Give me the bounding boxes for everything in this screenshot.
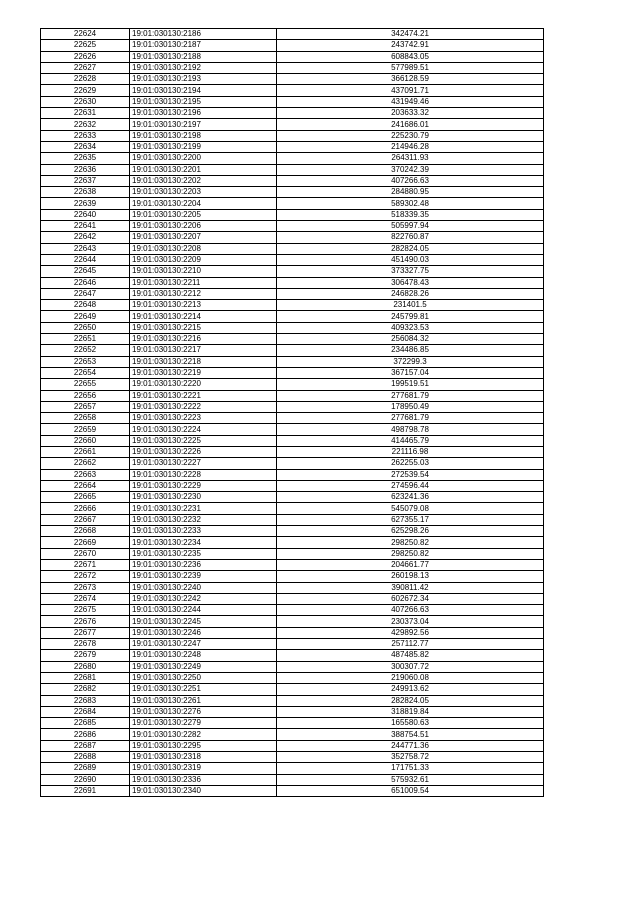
cadastral-number-cell: 19:01:030130:2206 [130,221,277,232]
row-number-cell: 22656 [41,390,130,401]
table-row [41,367,544,378]
cadastral-number-cell: 19:01:030130:2215 [130,322,277,333]
table-row [41,74,544,85]
cadastral-number-cell: 19:01:030130:2249 [130,661,277,672]
cadastral-number-cell: 19:01:030130:2187 [130,40,277,51]
row-number-cell: 22664 [41,480,130,491]
row-number-cell: 22645 [41,266,130,277]
cadastral-number-cell: 19:01:030130:2282 [130,729,277,740]
value-cell: 589302.48 [277,198,544,209]
table-row [41,424,544,435]
table-row [41,379,544,390]
value-cell: 407266.63 [277,175,544,186]
value-cell: 230373.04 [277,616,544,627]
cadastral-number-cell: 19:01:030130:2222 [130,401,277,412]
value-cell: 260198.13 [277,571,544,582]
table-row [41,266,544,277]
cadastral-number-cell: 19:01:030130:2210 [130,266,277,277]
value-cell: 256084.32 [277,334,544,345]
cadastral-number-cell: 19:01:030130:2245 [130,616,277,627]
row-number-cell: 22652 [41,345,130,356]
row-number-cell: 22666 [41,503,130,514]
table-row [41,401,544,412]
cadastral-number-cell: 19:01:030130:2209 [130,254,277,265]
cadastral-number-cell: 19:01:030130:2244 [130,605,277,616]
table-row [41,605,544,616]
value-cell: 241686.01 [277,119,544,130]
table-row [41,661,544,672]
value-cell: 298250.82 [277,548,544,559]
value-cell: 407266.63 [277,605,544,616]
cadastral-number-cell: 19:01:030130:2193 [130,74,277,85]
table-row [41,616,544,627]
value-cell: 246828.26 [277,288,544,299]
cadastral-number-cell: 19:01:030130:2217 [130,345,277,356]
row-number-cell: 22669 [41,537,130,548]
value-cell: 274596.44 [277,480,544,491]
table-row [41,684,544,695]
table-row [41,526,544,537]
cadastral-number-cell: 19:01:030130:2213 [130,300,277,311]
row-number-cell: 22686 [41,729,130,740]
row-number-cell: 22679 [41,650,130,661]
cadastral-number-cell: 19:01:030130:2318 [130,752,277,763]
value-cell: 651009.54 [277,785,544,796]
value-cell: 437091.71 [277,85,544,96]
value-cell: 505997.94 [277,221,544,232]
value-cell: 262255.03 [277,458,544,469]
value-cell: 487485.82 [277,650,544,661]
cadastral-number-cell: 19:01:030130:2225 [130,435,277,446]
table-row [41,582,544,593]
table-row [41,514,544,525]
table-row [41,503,544,514]
value-cell: 300307.72 [277,661,544,672]
row-number-cell: 22636 [41,164,130,175]
value-cell: 219060.08 [277,672,544,683]
row-number-cell: 22661 [41,446,130,457]
table-row [41,29,544,40]
row-number-cell: 22662 [41,458,130,469]
value-cell: 282824.05 [277,243,544,254]
table-row [41,469,544,480]
row-number-cell: 22651 [41,334,130,345]
value-cell: 429892.56 [277,627,544,638]
cadastral-number-cell: 19:01:030130:2232 [130,514,277,525]
cadastral-number-cell: 19:01:030130:2336 [130,774,277,785]
cadastral-number-cell: 19:01:030130:2194 [130,85,277,96]
table-row [41,559,544,570]
cadastral-number-cell: 19:01:030130:2200 [130,153,277,164]
row-number-cell: 22626 [41,51,130,62]
row-number-cell: 22660 [41,435,130,446]
row-number-cell: 22672 [41,571,130,582]
table-row [41,40,544,51]
cadastral-number-cell: 19:01:030130:2199 [130,141,277,152]
row-number-cell: 22647 [41,288,130,299]
row-number-cell: 22674 [41,593,130,604]
table-row [41,458,544,469]
row-number-cell: 22665 [41,492,130,503]
row-number-cell: 22641 [41,221,130,232]
table-row [41,243,544,254]
row-number-cell: 22671 [41,559,130,570]
table-row [41,593,544,604]
row-number-cell: 22640 [41,209,130,220]
row-number-cell: 22639 [41,198,130,209]
table-row [41,356,544,367]
table-row [41,334,544,345]
table-row [41,571,544,582]
cadastral-number-cell: 19:01:030130:2261 [130,695,277,706]
cadastral-number-cell: 19:01:030130:2188 [130,51,277,62]
cadastral-number-cell: 19:01:030130:2235 [130,548,277,559]
row-number-cell: 22685 [41,718,130,729]
value-cell: 277681.79 [277,413,544,424]
value-cell: 372299.3 [277,356,544,367]
value-cell: 249913.62 [277,684,544,695]
cadastral-number-cell: 19:01:030130:2239 [130,571,277,582]
row-number-cell: 22659 [41,424,130,435]
table-row [41,85,544,96]
cadastral-number-cell: 19:01:030130:2207 [130,232,277,243]
value-cell: 257112.77 [277,639,544,650]
value-cell: 277681.79 [277,390,544,401]
cadastral-number-cell: 19:01:030130:2186 [130,29,277,40]
table-row [41,153,544,164]
table-row [41,51,544,62]
value-cell: 204661.77 [277,559,544,570]
row-number-cell: 22688 [41,752,130,763]
value-cell: 203633.32 [277,108,544,119]
table-row [41,164,544,175]
value-cell: 414465.79 [277,435,544,446]
table-row [41,718,544,729]
value-cell: 199519.51 [277,379,544,390]
value-cell: 244771.36 [277,740,544,751]
cadastral-number-cell: 19:01:030130:2240 [130,582,277,593]
value-cell: 221116.98 [277,446,544,457]
cadastral-number-cell: 19:01:030130:2223 [130,413,277,424]
row-number-cell: 22690 [41,774,130,785]
value-cell: 231401.5 [277,300,544,311]
cadastral-number-cell: 19:01:030130:2236 [130,559,277,570]
row-number-cell: 22691 [41,785,130,796]
row-number-cell: 22668 [41,526,130,537]
row-number-cell: 22673 [41,582,130,593]
row-number-cell: 22646 [41,277,130,288]
table-row [41,209,544,220]
row-number-cell: 22680 [41,661,130,672]
table-row [41,130,544,141]
value-cell: 602672.34 [277,593,544,604]
cadastral-number-cell: 19:01:030130:2220 [130,379,277,390]
cadastral-number-cell: 19:01:030130:2221 [130,390,277,401]
cadastral-number-cell: 19:01:030130:2295 [130,740,277,751]
table-row [41,413,544,424]
row-number-cell: 22630 [41,96,130,107]
cadastral-number-cell: 19:01:030130:2211 [130,277,277,288]
table-row [41,706,544,717]
table-row [41,198,544,209]
cadastral-number-cell: 19:01:030130:2227 [130,458,277,469]
value-cell: 608843.05 [277,51,544,62]
table-row [41,763,544,774]
value-cell: 388754.51 [277,729,544,740]
table-row [41,175,544,186]
table-row [41,695,544,706]
value-cell: 627355.17 [277,514,544,525]
cadastral-number-cell: 19:01:030130:2195 [130,96,277,107]
table-row [41,446,544,457]
cadastral-number-cell: 19:01:030130:2219 [130,367,277,378]
cadastral-number-cell: 19:01:030130:2340 [130,785,277,796]
row-number-cell: 22655 [41,379,130,390]
table-row [41,774,544,785]
row-number-cell: 22631 [41,108,130,119]
value-cell: 367157.04 [277,367,544,378]
row-number-cell: 22682 [41,684,130,695]
cadastral-number-cell: 19:01:030130:2208 [130,243,277,254]
row-number-cell: 22624 [41,29,130,40]
row-number-cell: 22654 [41,367,130,378]
table-row [41,300,544,311]
cadastral-number-cell: 19:01:030130:2242 [130,593,277,604]
value-cell: 245799.81 [277,311,544,322]
value-cell: 272539.54 [277,469,544,480]
cadastral-number-cell: 19:01:030130:2204 [130,198,277,209]
table-row [41,322,544,333]
row-number-cell: 22628 [41,74,130,85]
table-row [41,288,544,299]
table-row [41,277,544,288]
value-cell: 373327.75 [277,266,544,277]
row-number-cell: 22633 [41,130,130,141]
row-number-cell: 22637 [41,175,130,186]
value-cell: 243742.91 [277,40,544,51]
cadastral-number-cell: 19:01:030130:2224 [130,424,277,435]
value-cell: 575932.61 [277,774,544,785]
cadastral-number-cell: 19:01:030130:2247 [130,639,277,650]
cadastral-number-cell: 19:01:030130:2230 [130,492,277,503]
value-cell: 390811.42 [277,582,544,593]
table-row [41,785,544,796]
cadastral-number-cell: 19:01:030130:2196 [130,108,277,119]
value-cell: 431949.46 [277,96,544,107]
cadastral-number-cell: 19:01:030130:2226 [130,446,277,457]
row-number-cell: 22643 [41,243,130,254]
table-row [41,435,544,446]
row-number-cell: 22689 [41,763,130,774]
cadastral-number-cell: 19:01:030130:2250 [130,672,277,683]
value-cell: 225230.79 [277,130,544,141]
row-number-cell: 22650 [41,322,130,333]
table-row [41,96,544,107]
row-number-cell: 22638 [41,187,130,198]
table-row [41,627,544,638]
table-row [41,480,544,491]
table-row [41,232,544,243]
table-row [41,311,544,322]
table-row [41,548,544,559]
value-cell: 625298.26 [277,526,544,537]
table-row [41,345,544,356]
value-cell: 545079.08 [277,503,544,514]
value-cell: 264311.93 [277,153,544,164]
cadastral-number-cell: 19:01:030130:2216 [130,334,277,345]
row-number-cell: 22663 [41,469,130,480]
row-number-cell: 22675 [41,605,130,616]
value-cell: 518339.35 [277,209,544,220]
value-cell: 318819.84 [277,706,544,717]
table-row [41,537,544,548]
cadastral-number-cell: 19:01:030130:2248 [130,650,277,661]
table-row [41,141,544,152]
cadastral-number-cell: 19:01:030130:2212 [130,288,277,299]
value-cell: 498798.78 [277,424,544,435]
row-number-cell: 22653 [41,356,130,367]
value-cell: 282824.05 [277,695,544,706]
value-cell: 306478.43 [277,277,544,288]
value-cell: 214946.28 [277,141,544,152]
cadastral-number-cell: 19:01:030130:2234 [130,537,277,548]
row-number-cell: 22644 [41,254,130,265]
value-cell: 409323.53 [277,322,544,333]
row-number-cell: 22684 [41,706,130,717]
cadastral-number-cell: 19:01:030130:2228 [130,469,277,480]
value-cell: 171751.33 [277,763,544,774]
row-number-cell: 22681 [41,672,130,683]
cadastral-number-cell: 19:01:030130:2192 [130,62,277,73]
cadastral-number-cell: 19:01:030130:2197 [130,119,277,130]
cadastral-number-cell: 19:01:030130:2246 [130,627,277,638]
row-number-cell: 22634 [41,141,130,152]
row-number-cell: 22657 [41,401,130,412]
value-cell: 451490.03 [277,254,544,265]
cadastral-number-cell: 19:01:030130:2205 [130,209,277,220]
value-cell: 822760.87 [277,232,544,243]
table-row [41,672,544,683]
table-row [41,390,544,401]
value-cell: 342474.21 [277,29,544,40]
cadastral-number-cell: 19:01:030130:2198 [130,130,277,141]
cadastral-number-cell: 19:01:030130:2279 [130,718,277,729]
row-number-cell: 22670 [41,548,130,559]
cadastral-number-cell: 19:01:030130:2218 [130,356,277,367]
table-row [41,108,544,119]
row-number-cell: 22683 [41,695,130,706]
cadastral-number-cell: 19:01:030130:2231 [130,503,277,514]
row-number-cell: 22635 [41,153,130,164]
cadastral-number-cell: 19:01:030130:2276 [130,706,277,717]
value-cell: 284880.95 [277,187,544,198]
row-number-cell: 22642 [41,232,130,243]
row-number-cell: 22629 [41,85,130,96]
table-body [41,29,544,797]
row-number-cell: 22632 [41,119,130,130]
cadastral-number-cell: 19:01:030130:2319 [130,763,277,774]
row-number-cell: 22676 [41,616,130,627]
value-cell: 370242.39 [277,164,544,175]
cadastral-number-cell: 19:01:030130:2201 [130,164,277,175]
document-page [40,28,543,797]
row-number-cell: 22678 [41,639,130,650]
table-row [41,650,544,661]
table-row [41,254,544,265]
cadastral-number-cell: 19:01:030130:2202 [130,175,277,186]
cadastral-number-cell: 19:01:030130:2229 [130,480,277,491]
value-cell: 165580.63 [277,718,544,729]
row-number-cell: 22677 [41,627,130,638]
cadastral-number-cell: 19:01:030130:2233 [130,526,277,537]
row-number-cell: 22667 [41,514,130,525]
value-cell: 366128.59 [277,74,544,85]
row-number-cell: 22658 [41,413,130,424]
table-row [41,752,544,763]
value-cell: 234486.85 [277,345,544,356]
row-number-cell: 22627 [41,62,130,73]
cadastral-number-cell: 19:01:030130:2251 [130,684,277,695]
row-number-cell: 22687 [41,740,130,751]
table-row [41,187,544,198]
value-cell: 298250.82 [277,537,544,548]
row-number-cell: 22649 [41,311,130,322]
row-number-cell: 22625 [41,40,130,51]
value-cell: 623241.36 [277,492,544,503]
value-cell: 577989.51 [277,62,544,73]
cadastral-value-table [40,28,544,797]
table-row [41,221,544,232]
cadastral-number-cell: 19:01:030130:2214 [130,311,277,322]
cadastral-number-cell: 19:01:030130:2203 [130,187,277,198]
row-number-cell: 22648 [41,300,130,311]
table-row [41,729,544,740]
table-row [41,639,544,650]
value-cell: 352758.72 [277,752,544,763]
table-row [41,492,544,503]
value-cell: 178950.49 [277,401,544,412]
table-row [41,119,544,130]
table-row [41,740,544,751]
table-row [41,62,544,73]
